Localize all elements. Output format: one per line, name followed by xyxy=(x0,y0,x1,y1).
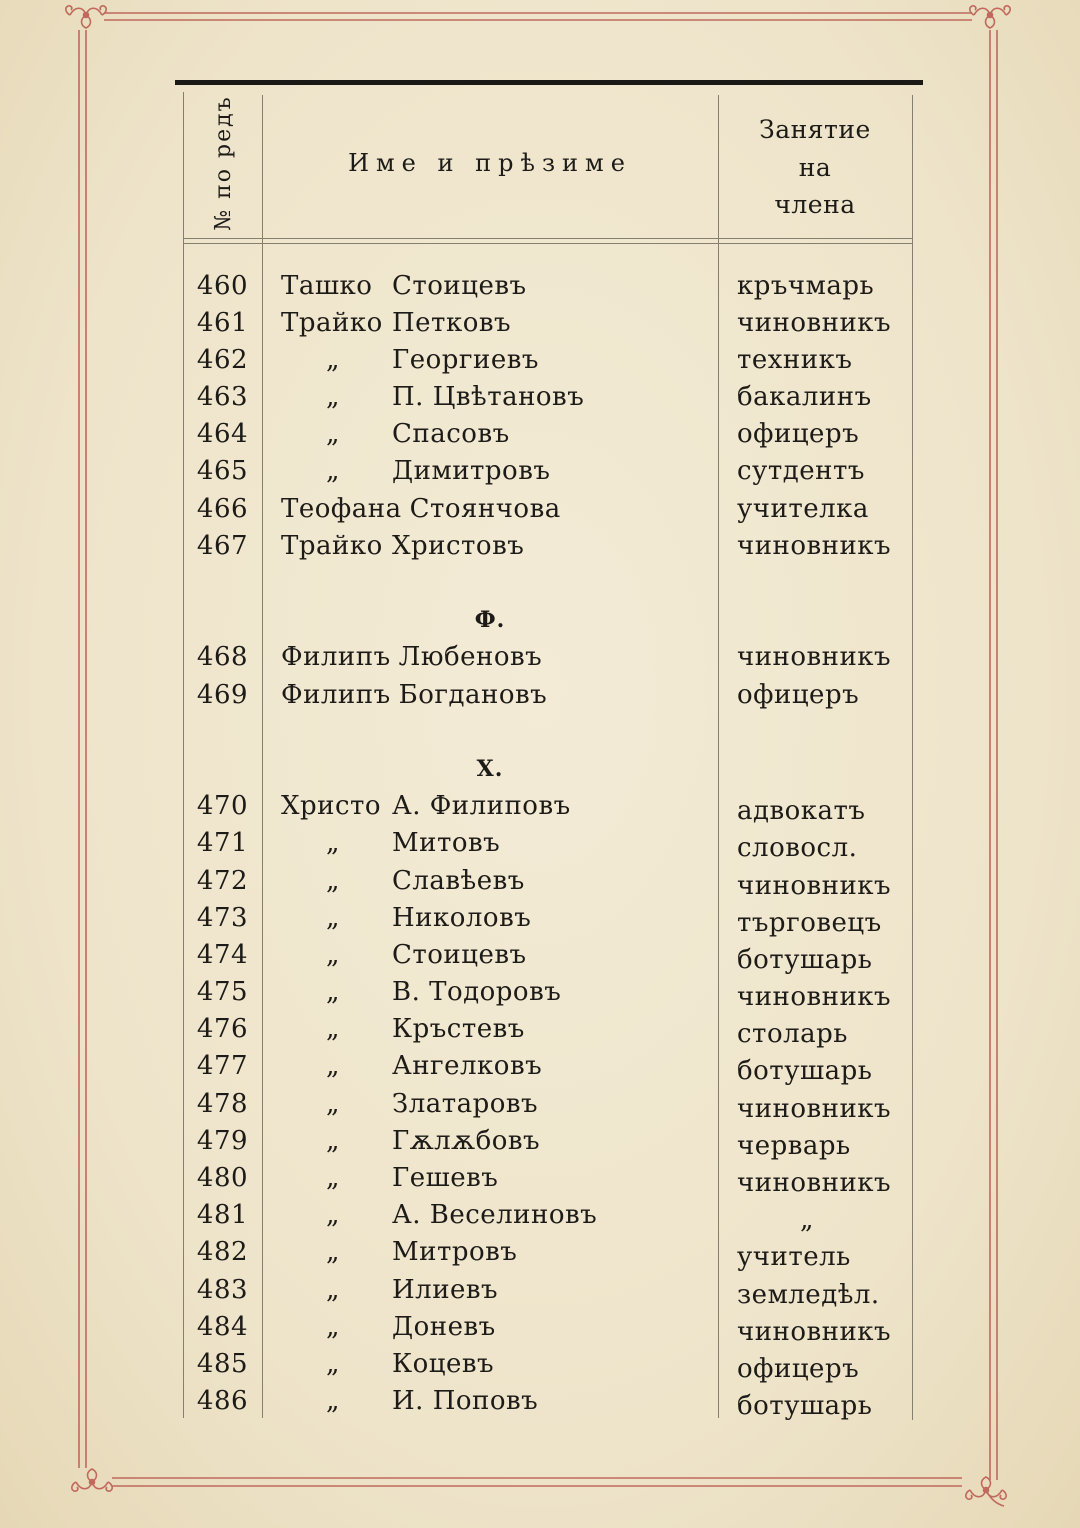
table-row xyxy=(183,1383,912,1420)
ditto-mark: „ xyxy=(326,865,340,896)
table-row xyxy=(183,491,912,528)
member-number: 467 xyxy=(196,530,249,561)
surname: Кръстевъ xyxy=(392,1014,525,1045)
member-name xyxy=(262,342,718,379)
member-number: 469 xyxy=(196,679,249,710)
member-number: 465 xyxy=(196,456,249,487)
header-number-label: № по редъ xyxy=(211,95,236,231)
member-number: 463 xyxy=(196,382,249,413)
member-number: 484 xyxy=(196,1311,249,1342)
member-number: 480 xyxy=(196,1163,249,1193)
given-name: Филипъ xyxy=(281,679,391,710)
header-rule-upper xyxy=(183,238,913,239)
table-row xyxy=(183,268,912,305)
member-name xyxy=(262,305,718,342)
member-occupation: бакалинъ xyxy=(737,382,872,413)
ditto-mark: „ xyxy=(326,1088,340,1119)
member-number: 473 xyxy=(196,902,249,933)
member-name xyxy=(262,825,718,862)
member-occupation: чиновникъ xyxy=(737,982,892,1013)
table-row xyxy=(183,900,912,937)
surname: Златаровъ xyxy=(392,1088,539,1119)
member-number: 481 xyxy=(196,1200,249,1231)
table-right-rule xyxy=(912,95,913,1420)
ditto-mark: „ xyxy=(326,1348,340,1379)
surname: И. Поповъ xyxy=(392,1386,539,1417)
table-top-rule xyxy=(175,80,923,85)
member-occupation: чиновникъ xyxy=(737,870,892,901)
header-occupation-label xyxy=(718,111,912,224)
member-name xyxy=(262,788,718,825)
surname: Ангелковъ xyxy=(392,1051,543,1082)
table-row xyxy=(183,1309,912,1346)
header-name-label: Име и прѣзиме xyxy=(348,149,632,177)
member-number: 485 xyxy=(196,1348,249,1379)
member-name xyxy=(262,1309,718,1346)
ditto-mark: „ xyxy=(326,1163,340,1193)
surname: Славѣевъ xyxy=(392,865,525,896)
member-number: 475 xyxy=(196,977,249,1008)
table-row xyxy=(183,416,912,453)
member-name xyxy=(262,1383,718,1420)
member-name xyxy=(262,974,718,1011)
member-name xyxy=(262,1272,718,1309)
ditto-mark: „ xyxy=(326,1200,340,1231)
surname: Георгиевъ xyxy=(392,344,539,375)
member-name xyxy=(262,528,718,565)
table-row xyxy=(183,305,912,342)
section-letter: Ф. xyxy=(474,607,506,634)
given-name: Христо xyxy=(281,791,382,822)
ditto-mark: „ xyxy=(326,456,340,487)
member-name xyxy=(262,1123,718,1160)
table-row xyxy=(183,863,912,900)
ditto-mark: „ xyxy=(326,977,340,1008)
member-name xyxy=(262,1234,718,1271)
surname: Богдановъ xyxy=(398,679,548,710)
table-row xyxy=(183,974,912,1011)
member-occupation: столарь xyxy=(737,1019,848,1050)
ditto-mark: „ xyxy=(326,1237,340,1268)
member-number: 476 xyxy=(196,1014,249,1045)
given-name: Трайко xyxy=(281,307,383,338)
member-name xyxy=(262,491,718,528)
table-row xyxy=(183,1123,912,1160)
member-occupation: чиновникъ xyxy=(737,307,892,338)
corner-ornament-bottom-right xyxy=(966,1477,1006,1506)
table-row xyxy=(183,528,912,565)
member-occupation: словосл. xyxy=(737,833,858,864)
section-letter-row xyxy=(183,602,912,639)
blank-row xyxy=(183,565,912,602)
table-row xyxy=(183,1346,912,1383)
surname: Стоянчова xyxy=(409,493,561,524)
member-number: 471 xyxy=(196,828,249,859)
member-number: 483 xyxy=(196,1274,249,1305)
member-occupation: чиновникъ xyxy=(737,1168,892,1198)
member-name xyxy=(262,268,718,305)
member-name xyxy=(262,1011,718,1048)
member-occupation: търговецъ xyxy=(737,907,882,938)
surname: Димитровъ xyxy=(392,456,551,487)
table-row xyxy=(183,1160,912,1197)
member-occupation: учителка xyxy=(737,493,869,524)
table-row xyxy=(183,1272,912,1309)
member-number: 486 xyxy=(196,1386,249,1417)
member-name xyxy=(262,677,718,714)
ditto-mark: „ xyxy=(326,828,340,859)
header-occupation-line: на xyxy=(798,152,832,182)
table-row xyxy=(183,379,912,416)
member-number: 478 xyxy=(196,1088,249,1119)
member-occupation: ботушарь xyxy=(737,1056,873,1087)
member-occupation: кръчмарь xyxy=(737,270,875,301)
surname: Гѫлѫбовъ xyxy=(392,1125,541,1156)
member-occupation: чиновникъ xyxy=(737,642,892,673)
surname: В. Тодоровъ xyxy=(392,977,562,1008)
surname: Илиевъ xyxy=(392,1274,499,1305)
given-name: Филипъ xyxy=(281,642,391,673)
blank-row xyxy=(183,714,912,751)
corner-ornament-top-right xyxy=(970,6,1010,28)
member-name xyxy=(262,1086,718,1123)
given-name: Ташко xyxy=(281,270,373,301)
surname: Стоицевъ xyxy=(392,270,527,301)
surname: Стоицевъ xyxy=(392,939,527,970)
table-row xyxy=(183,937,912,974)
member-number: 460 xyxy=(196,270,249,301)
member-name xyxy=(262,900,718,937)
member-number: 466 xyxy=(196,493,249,524)
member-number: 472 xyxy=(196,865,249,896)
ditto-mark: „ xyxy=(326,1386,340,1417)
member-name xyxy=(262,1160,718,1197)
member-occupation: ботушарь xyxy=(737,944,873,975)
surname: Митовъ xyxy=(392,828,501,859)
member-occupation: чиновникъ xyxy=(737,1093,892,1124)
surname: А. Веселиновъ xyxy=(392,1200,598,1231)
member-name xyxy=(262,639,718,676)
member-occupation: сутдентъ xyxy=(737,456,865,487)
surname: Петковъ xyxy=(392,307,512,338)
ditto-mark: „ xyxy=(326,344,340,375)
surname: Николовъ xyxy=(392,902,532,933)
member-occupation: черварь xyxy=(737,1130,851,1161)
ditto-mark: „ xyxy=(326,1274,340,1305)
member-occupation: „ xyxy=(800,1205,814,1236)
header-occupation-line: Занятие xyxy=(759,115,871,144)
ditto-mark: „ xyxy=(326,1014,340,1045)
header-rule-lower xyxy=(183,243,913,244)
member-number: 462 xyxy=(196,344,249,375)
member-name xyxy=(262,937,718,974)
member-occupation: адвокатъ xyxy=(737,796,866,827)
member-number: 477 xyxy=(196,1051,249,1082)
member-occupation: офицеръ xyxy=(737,679,860,710)
table-row xyxy=(183,677,912,714)
given-name: Трайко xyxy=(281,530,383,561)
surname: Доневъ xyxy=(392,1311,496,1342)
member-number: 461 xyxy=(196,307,249,338)
members-table xyxy=(183,268,912,1421)
member-number: 470 xyxy=(196,791,249,822)
table-row xyxy=(183,342,912,379)
surname: Христовъ xyxy=(392,530,525,561)
member-name xyxy=(262,1197,718,1234)
member-occupation: чиновникъ xyxy=(737,530,892,561)
member-name xyxy=(262,416,718,453)
surname: Митровъ xyxy=(392,1237,518,1268)
table-row xyxy=(183,1197,912,1234)
ditto-mark: „ xyxy=(326,1125,340,1156)
section-letter: Х. xyxy=(476,755,504,782)
member-number: 474 xyxy=(196,939,249,970)
table-row xyxy=(183,639,912,676)
table-row xyxy=(183,1048,912,1085)
member-number: 468 xyxy=(196,642,249,673)
table-row xyxy=(183,453,912,490)
table-row xyxy=(183,788,912,825)
member-occupation: учитель xyxy=(737,1242,851,1273)
surname: А. Филиповъ xyxy=(392,791,571,822)
member-name xyxy=(262,1346,718,1383)
ditto-mark: „ xyxy=(326,382,340,413)
ditto-mark: „ xyxy=(326,902,340,933)
table-row xyxy=(183,1234,912,1271)
surname: Любеновъ xyxy=(398,642,543,673)
ditto-mark: „ xyxy=(326,1311,340,1342)
member-occupation: техникъ xyxy=(737,344,853,375)
surname: Гешевъ xyxy=(392,1163,499,1193)
member-name xyxy=(262,1048,718,1085)
table-row xyxy=(183,825,912,862)
given-name: Теофана xyxy=(281,493,402,524)
member-occupation: ботушарь xyxy=(737,1391,873,1422)
member-name xyxy=(262,379,718,416)
ditto-mark: „ xyxy=(326,419,340,450)
member-number: 464 xyxy=(196,419,249,450)
surname: П. Цвѣтановъ xyxy=(392,382,585,413)
member-occupation: офицеръ xyxy=(737,419,860,450)
member-occupation: земледѣл. xyxy=(737,1279,880,1310)
member-occupation: офицеръ xyxy=(737,1353,860,1384)
surname: Спасовъ xyxy=(392,419,510,450)
ditto-mark: „ xyxy=(326,1051,340,1082)
member-occupation: чиновникъ xyxy=(737,1316,892,1347)
corner-ornament-top-left xyxy=(66,6,106,28)
table-row xyxy=(183,1011,912,1048)
ditto-mark: „ xyxy=(326,939,340,970)
member-number: 482 xyxy=(196,1237,249,1268)
section-letter-row xyxy=(183,751,912,788)
member-number: 479 xyxy=(196,1125,249,1156)
member-name xyxy=(262,453,718,490)
table-row xyxy=(183,1086,912,1123)
corner-ornament-bottom-left xyxy=(72,1469,112,1491)
surname: Коцевъ xyxy=(392,1348,495,1379)
member-name xyxy=(262,863,718,900)
header-occupation-line: члена xyxy=(774,190,856,219)
